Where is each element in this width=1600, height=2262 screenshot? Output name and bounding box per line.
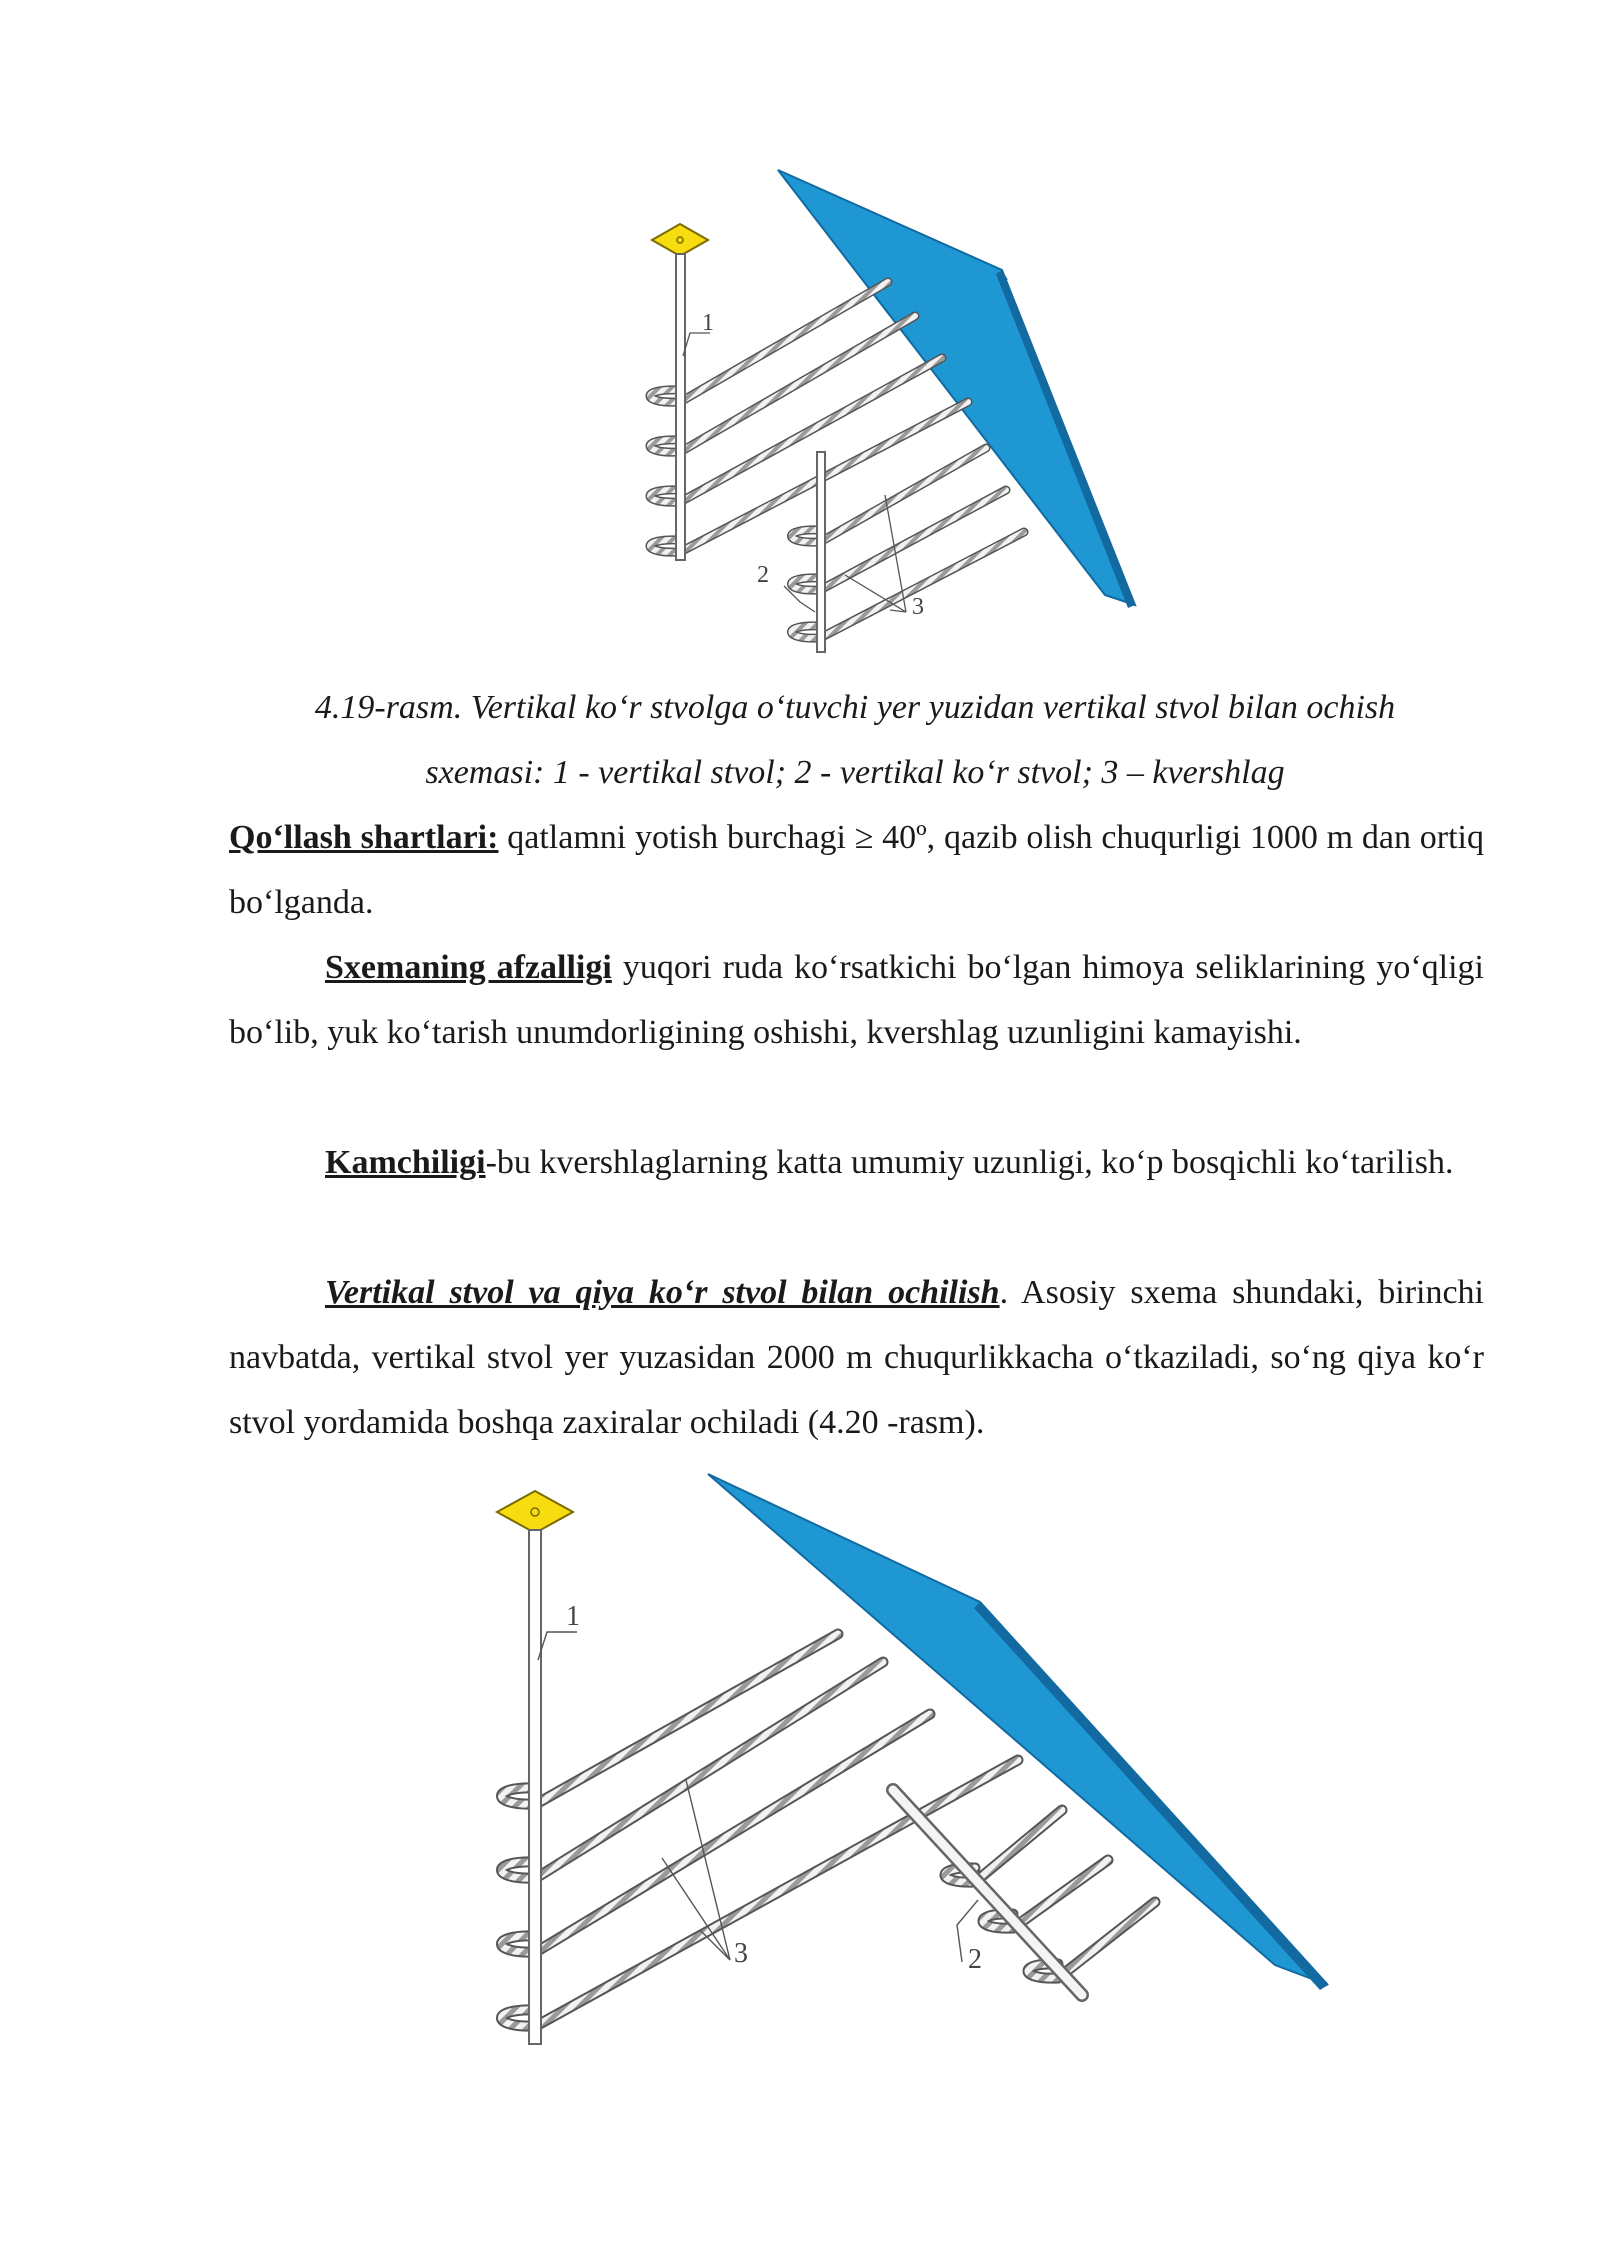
label-2: 2 [968, 1944, 982, 1975]
label-2: 2 [757, 562, 769, 588]
leader-lines [683, 333, 906, 612]
label-3: 3 [912, 594, 924, 620]
paragraph-disadvantages [229, 1130, 1484, 1195]
paragraph-application-conditions [229, 805, 1484, 935]
paragraph-lead: Qo‘llash shartlari: [229, 819, 499, 856]
label-1: 1 [702, 310, 714, 336]
paragraph-lead: Kamchiligi [325, 1144, 486, 1181]
figure-caption-line-1: 4.19-rasm. Vertikal ko‘r stvolga o‘tuvchi yer yuzidan vertikal stvol bilan ochish [314, 689, 1396, 726]
paragraph-text: yuqori ruda ko‘rsatkichi bo‘lgan himoya seliklarining yo‘qligi bo‘lib, yuk ko‘tarish unumdorligining oshishi, kvershlag uzunligini kamayishi. [229, 949, 1484, 1051]
paragraph-lead: Vertikal stvol va qiya ko‘r stvol bilan ochilish [325, 1274, 1000, 1311]
shaft-head-cap [652, 224, 708, 256]
paragraph-lead: Sxemaning afzalligi [325, 949, 612, 986]
paragraph-vertical-and-inclined-shaft [229, 1260, 1484, 1455]
figure-4-20 [470, 1460, 1340, 2060]
vertical-shaft [676, 254, 685, 560]
ore-seam-slab [708, 1474, 1328, 1985]
paragraph-text: -bu kvershlaglarning katta umumiy uzunligi, ko‘p bosqichli ko‘tarilish. [485, 1144, 1454, 1181]
figure-caption-line-2: sxemasi: 1 - vertikal stvol; 2 - vertikal ko‘r stvol; 3 – kvershlag [425, 754, 1285, 791]
figure-4-20-drawing [470, 1460, 1340, 2060]
label-3: 3 [734, 1938, 748, 1969]
blind-vertical-shaft [817, 452, 825, 652]
label-1: 1 [566, 1601, 580, 1632]
paragraph-text: qatlamni yotish burchagi ≥ 40º, qazib olish chuqurligi 1000 m dan ortiq bo‘lganda. [229, 819, 1485, 921]
paragraph-advantages [229, 935, 1484, 1065]
figure-4-19 [620, 160, 1140, 660]
figure-4-19-drawing [620, 160, 1140, 660]
shaft-head-cap [497, 1491, 573, 1533]
vertical-shaft [529, 1530, 541, 2044]
paragraph-text: . Asosiy sxema shundaki, birinchi navbatda, vertikal stvol yer yuzasidan 2000 m chuqurlikkacha o‘tkaziladi, so‘ng qiya ko‘r stvol yordamida boshqa zaxiralar ochiladi (4.20 -rasm). [229, 1274, 1485, 1441]
